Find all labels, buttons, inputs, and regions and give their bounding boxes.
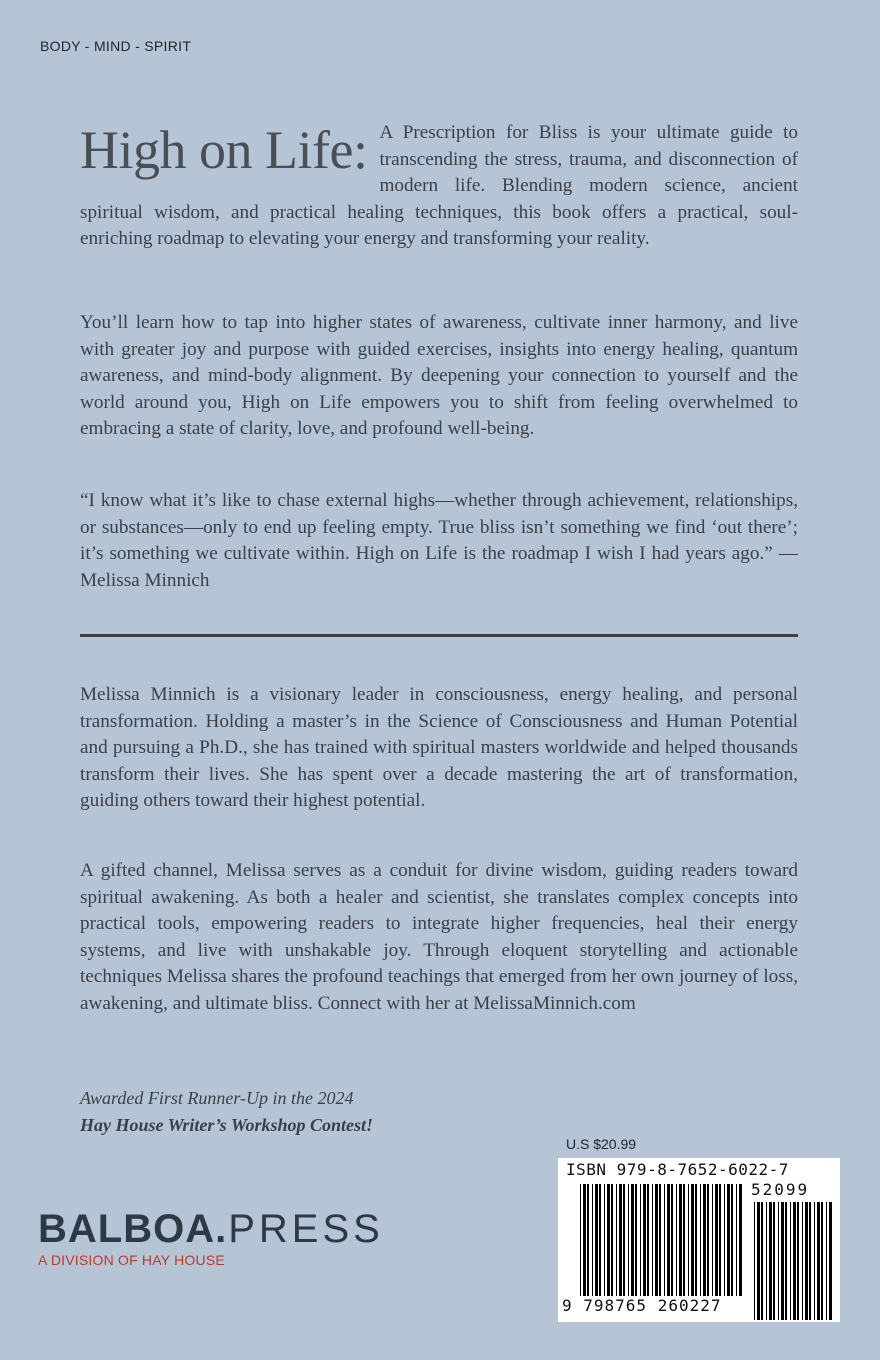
publisher-name-bold: BALBOA: [38, 1207, 216, 1251]
barcode-bar: [727, 1184, 730, 1296]
ean-digits: 9 798765 260227: [562, 1296, 722, 1315]
barcode-bar: [583, 1184, 586, 1296]
publisher-logo: [38, 1208, 384, 1268]
section-divider: [80, 634, 798, 637]
ean-bars: [580, 1184, 743, 1296]
barcode-bar: [640, 1184, 641, 1296]
barcode-bar: [712, 1184, 713, 1296]
isbn-barcode: [558, 1158, 840, 1322]
barcode-bar: [703, 1184, 706, 1296]
barcode-bar: [643, 1184, 646, 1296]
barcode-bar: [793, 1202, 796, 1320]
intro-text: A Prescription for Bliss is your ultimate guide to transcending the stress, trauma, and disconnection of modern life. Blending modern science, ancient spiritual wisdom, and practical healing techniques, this book offers a practical, soul-enriching roadmap to elevating your energy and transforming your reality.: [80, 122, 798, 249]
barcode-bar: [785, 1202, 787, 1320]
barcode-bar: [587, 1184, 589, 1296]
description-paragraph: You’ll learn how to tap into higher states of awareness, cultivate inner harmony, and live with greater joy and purpose with guided exercises, insights into energy healing, quantum awareness, and mind-body alignment. By deepening your connection to yourself and the world around you, High on Life empowers you to shift from feeling overwhelmed to embracing a state of clarity, love, and profound well-being.: [80, 312, 798, 439]
barcode-bar: [757, 1202, 760, 1320]
barcode-bar: [809, 1202, 811, 1320]
publisher-name-light: PRESS: [228, 1207, 384, 1251]
barcode-bar: [707, 1184, 709, 1296]
barcode-bar: [761, 1202, 763, 1320]
barcode-bar: [724, 1184, 725, 1296]
barcode-bar: [778, 1202, 779, 1320]
barcode-bar: [736, 1184, 737, 1296]
author-bio-paragraph-2: A gifted channel, Melissa serves as a conduit for divine wisdom, guiding readers toward spiritual awakening. As both a healer and scientist, she translates complex concepts into practical tools, empowering readers to integrate higher frequencies, heal their energy systems, and live with unshakable joy. Through eloquent storytelling and actionable techniques Melissa shares the profound teachings that emerged from her own journey of loss, awakening, and ultimate bliss. Connect with her at MelissaMinnich.com: [80, 860, 798, 1014]
barcode-bar: [592, 1184, 593, 1296]
award-line-1: Awarded First Runner-Up in the 2024: [80, 1088, 354, 1108]
publisher-tagline: A DIVISION OF HAY HOUSE: [38, 1252, 225, 1268]
barcode-bar: [715, 1184, 718, 1296]
barcode-bar: [773, 1202, 775, 1320]
barcode-bar: [671, 1184, 673, 1296]
barcode-bar: [814, 1202, 815, 1320]
barcode-bar: [821, 1202, 823, 1320]
barcode-bar: [667, 1184, 670, 1296]
barcode-bar: [604, 1184, 605, 1296]
barcode-bar: [802, 1202, 803, 1320]
barcode-bar: [817, 1202, 820, 1320]
barcode-bar: [700, 1184, 701, 1296]
barcode-bar: [607, 1184, 610, 1296]
barcode-bar: [595, 1184, 598, 1296]
addon-bars: [754, 1202, 833, 1320]
author-bio-paragraph-1: Melissa Minnich is a visionary leader in consciousness, energy healing, and personal transformation. Holding a master’s in the Science of Consciousness and Human Potential and pursuing a Ph.D., she has trained with spiritual masters worldwide and helped thousands transform their lives. She has spent over a decade mastering the art of transformation, guiding others toward their highest potential.: [80, 684, 798, 811]
barcode-bar: [599, 1184, 601, 1296]
barcode-bar: [683, 1184, 685, 1296]
barcode-bar: [829, 1202, 832, 1320]
isbn-text: ISBN 979-8-7652-6022-7: [566, 1160, 789, 1179]
barcode-bar: [655, 1184, 658, 1296]
barcode-bar: [731, 1184, 733, 1296]
barcode-bar: [664, 1184, 665, 1296]
price-label: U.S $20.99: [566, 1136, 637, 1152]
barcode-bar: [619, 1184, 622, 1296]
addon-digits: 52099: [751, 1180, 810, 1199]
barcode-bar: [628, 1184, 629, 1296]
barcode-bar: [826, 1202, 827, 1320]
barcode-bar: [652, 1184, 653, 1296]
barcode-bar: [611, 1184, 613, 1296]
award-note: [80, 1085, 373, 1139]
barcode-bar: [769, 1202, 772, 1320]
barcode-bar: [695, 1184, 697, 1296]
barcode-bar: [719, 1184, 721, 1296]
barcode-bar: [580, 1184, 581, 1296]
barcode-bar: [647, 1184, 649, 1296]
barcode-bar: [616, 1184, 617, 1296]
barcode-bar: [631, 1184, 634, 1296]
barcode-bar: [781, 1202, 784, 1320]
barcode-bar: [623, 1184, 625, 1296]
publisher-name: [38, 1208, 384, 1250]
barcode-bar: [688, 1184, 689, 1296]
barcode-bar: [754, 1202, 755, 1320]
barcode-bar: [635, 1184, 637, 1296]
author-quote: “I know what it’s like to chase external highs—whether through achievement, relationships, or substances—only to end up feeling empty. True bliss isn’t something we find ‘out there’; it’s something we cultivate within. High on Life is the roadmap I wish I had years ago.” —Melissa Minnich: [80, 490, 798, 591]
award-line-2: Hay House Writer’s Workshop Contest!: [80, 1115, 374, 1135]
barcode-bar: [797, 1202, 799, 1320]
barcode-bar: [766, 1202, 767, 1320]
book-title: High on Life:: [80, 120, 368, 180]
barcode-bar: [790, 1202, 791, 1320]
category-label: BODY - MIND - SPIRIT: [40, 38, 192, 54]
barcode-bar: [676, 1184, 677, 1296]
barcode-bar: [691, 1184, 694, 1296]
publisher-name-dot: .: [215, 1207, 229, 1251]
intro-paragraph: [80, 120, 798, 253]
barcode-bar: [659, 1184, 661, 1296]
barcode-bar: [679, 1184, 682, 1296]
barcode-bar: [805, 1202, 808, 1320]
barcode-bar: [739, 1184, 742, 1296]
